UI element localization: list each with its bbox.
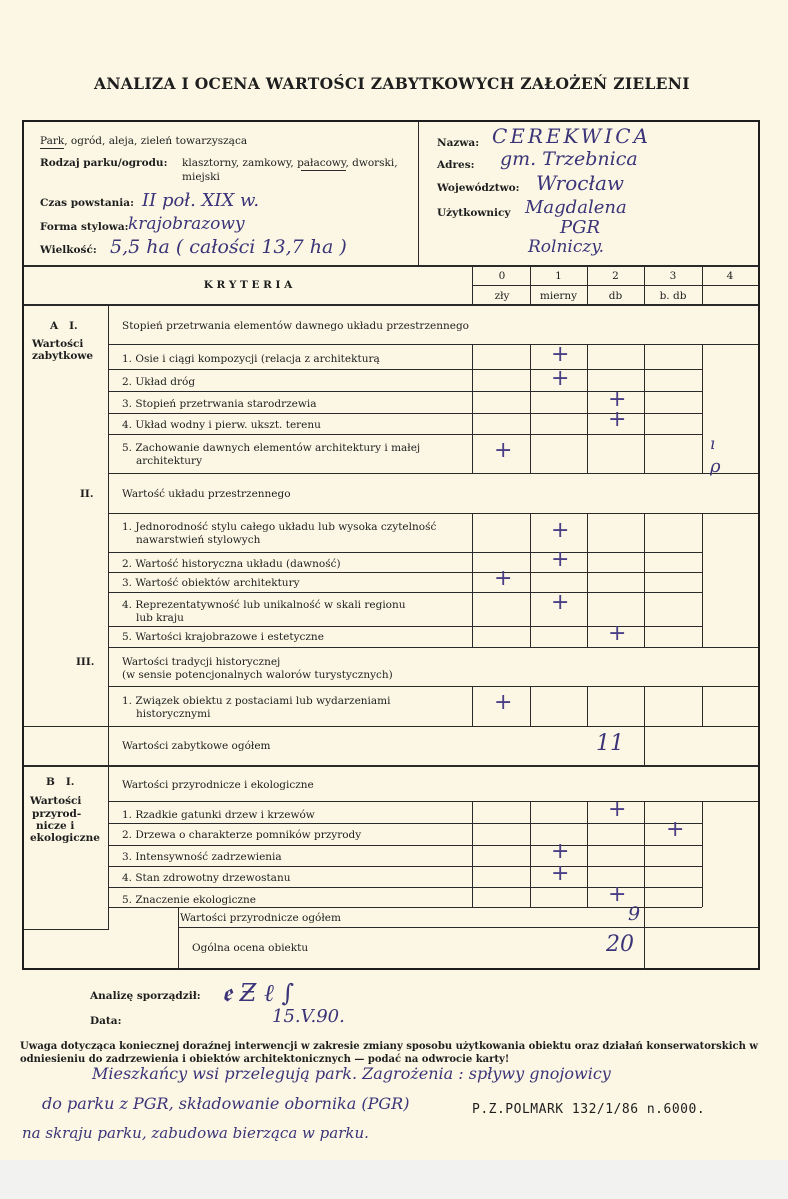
col-line-1 — [530, 266, 531, 304]
b-total-value: 9 — [628, 903, 641, 925]
b-col-2 — [587, 801, 588, 907]
a1-item-4: 4. Układ wodny i pierw. ukszt. terenu — [122, 419, 321, 431]
a-total-label: Wartości zabytkowe ogółem — [122, 740, 271, 752]
score-mark-a_group1-5: + — [494, 438, 513, 463]
score-mark-b_group-4: + — [551, 861, 570, 886]
park-kind-options: klasztorny, zamkowy, pałacowy, dworski, — [182, 157, 398, 169]
style-form-value: krajobrazowy — [128, 214, 245, 234]
score-mark-b_group-1: + — [608, 797, 627, 822]
b-line-1 — [108, 823, 702, 824]
voivodeship-value: Wrocław — [536, 171, 624, 195]
a1-col-4 — [702, 344, 703, 473]
section-a-name-1: Wartości — [32, 338, 84, 350]
overall-value: 20 — [606, 932, 634, 957]
grade-2: db — [608, 290, 623, 302]
score-mark-a_group1-1: + — [551, 342, 570, 367]
scan-margin — [0, 1160, 788, 1199]
score-mark-a_group2-4: + — [551, 590, 570, 615]
size-label: Wielkość: — [40, 244, 97, 256]
printer-stamp: P.Z.POLMARK 132/1/86 n.6000. — [472, 1102, 706, 1117]
score-mark-a_group2-1: + — [551, 518, 570, 543]
users-value-2: PGR — [560, 217, 601, 238]
a1-item-5-cont: architektury — [136, 455, 203, 467]
score-mark-b_group-2: + — [666, 817, 685, 842]
b-item-2: 2. Drzewa o charakterze pomników przyrody — [122, 829, 362, 841]
section-a-group3-code: III. — [76, 656, 95, 668]
grade-3: b. db — [659, 290, 687, 302]
score-1: 1 — [555, 270, 562, 282]
group2-title: Wartość układu przestrzennego — [122, 488, 291, 500]
author-signature: ꬲ Ƶ ℓ ∫ — [222, 979, 295, 1007]
criteria-header-bottom — [24, 304, 758, 306]
category-column-line — [108, 305, 109, 930]
section-a-name-2: zabytkowe — [32, 350, 94, 362]
a2-item-4: 4. Reprezentatywność lub unikalność w skali regionu — [122, 599, 406, 611]
a2-line-5 — [108, 647, 758, 648]
handwritten-note-2: do parku z PGR, składowanie obornika (PGR) — [42, 1094, 410, 1113]
col-line-3 — [644, 266, 645, 304]
a1-item-5: 5. Zachowanie dawnych elementów architektury i małej — [122, 442, 421, 454]
b-item-5: 5. Znaczenie ekologiczne — [122, 894, 257, 906]
score-mark-b_group-5: + — [608, 882, 627, 907]
style-form-label: Forma stylowa: — [40, 221, 129, 233]
a2-col-2 — [587, 513, 588, 647]
a1-line-4 — [108, 434, 702, 435]
a2-item-1: 1. Jednorodność stylu całego układu lub wysoka czytelność — [122, 521, 437, 533]
grade-0: zły — [494, 290, 510, 302]
b-title-line — [108, 801, 758, 802]
grade-1: mierny — [539, 290, 578, 302]
handwritten-note-1: Mieszkańcy wsi przelegują park. Zagrożenia : spływy gnojowicy — [92, 1064, 611, 1083]
criteria-label: K R Y T E R I A — [203, 279, 293, 291]
col-line-4 — [702, 266, 703, 304]
b-total-left — [178, 907, 179, 969]
criteria-score-grade-line — [472, 285, 758, 286]
handwritten-note-3: na skraju parku, zabudowa bierząca w parku. — [22, 1124, 369, 1142]
a1-line-5 — [108, 473, 758, 474]
g3-title-line — [108, 686, 758, 687]
b-total-divider — [644, 907, 645, 969]
author-label: Analizę sporządził: — [90, 990, 201, 1002]
group1-title: Stopień przetrwania elementów dawnego układu przestrzennego — [122, 320, 469, 332]
section-b-name-4: ekologiczne — [30, 832, 100, 844]
score-mark-a_group1-4: + — [608, 407, 627, 432]
park-kind-label: Rodzaj parku/ogrodu: — [40, 157, 168, 169]
name-value: CEREKWICA — [492, 124, 651, 148]
voivodeship-label: Województwo: — [437, 182, 520, 194]
section-b-name-3: nicze i — [36, 820, 75, 832]
b-group-title: Wartości przyrodnicze i ekologiczne — [122, 779, 314, 791]
date-value: 15.V.90. — [272, 1006, 345, 1027]
a3-col-3 — [644, 686, 645, 726]
b-col-0 — [472, 801, 473, 907]
score-4: 4 — [726, 270, 734, 282]
a2-line-1 — [108, 552, 702, 553]
score-mark-b_group-3: + — [551, 839, 570, 864]
a3-col-4 — [702, 686, 703, 726]
score-mark-a_group3-1: + — [494, 690, 513, 715]
g2-title-line — [108, 513, 758, 514]
b-col-4 — [702, 801, 703, 907]
a3-col-1 — [530, 686, 531, 726]
park-underline — [40, 148, 64, 149]
b-item-1: 1. Rzadkie gatunki drzew i krzewów — [122, 809, 315, 821]
a2-line-2 — [108, 572, 702, 573]
a3-col-2 — [587, 686, 588, 726]
a2-col-4 — [702, 513, 703, 647]
header-bottom-line — [24, 265, 758, 267]
b-total-label: Wartości przyrodnicze ogółem — [180, 912, 341, 924]
creation-time-value: II poł. XIX w. — [142, 190, 260, 211]
address-value: gm. Trzebnica — [500, 148, 638, 170]
header-divider — [418, 122, 419, 266]
a1-item-3: 3. Stopień przetrwania starodrzewia — [122, 398, 317, 410]
b-total-line — [178, 927, 758, 928]
b-col-3 — [644, 801, 645, 907]
group3-title-1: Wartości tradycji historycznej — [122, 656, 281, 668]
section-b-name-1: Wartości — [30, 795, 82, 807]
intervention-note: Uwaga dotycząca koniecznej doraźnej interwencji w zakresie zmiany sposobu użytkowania obiektu oraz działań konserwatorskich w odniesieniu do zadrzewienia i obiektów architektonicznych — podać na odwrocie karty! — [20, 1041, 758, 1065]
a1-col-1 — [530, 344, 531, 473]
column-4-scribble-2: ρ — [710, 456, 721, 477]
score-0: 0 — [498, 270, 506, 282]
page-title: ANALIZA I OCENA WARTOŚCI ZABYTKOWYCH ZAŁOŻEŃ ZIELENI — [94, 74, 690, 93]
score-mark-a_group2-2: + — [551, 547, 570, 572]
name-label: Nazwa: — [437, 137, 480, 149]
a2-col-0 — [472, 513, 473, 647]
a1-col-0 — [472, 344, 473, 473]
overall-label: Ogólna ocena obiektu — [192, 942, 309, 954]
section-b-name-2: przyrod- — [32, 808, 82, 820]
a1-line-1 — [108, 369, 702, 370]
a-total-divider — [644, 727, 645, 765]
users-label: Użytkownicy — [437, 207, 511, 219]
col-line-2 — [587, 266, 588, 304]
address-label: Adres: — [437, 159, 475, 171]
park-type-label: Park, ogród, aleja, zieleń towarzysząca — [40, 135, 248, 147]
a2-col-1 — [530, 513, 531, 647]
section-b-left-bottom — [24, 929, 108, 930]
col-line-0 — [472, 266, 473, 304]
park-kind-options-2: miejski — [182, 171, 220, 183]
users-value-3: Rolniczy. — [528, 237, 605, 257]
a3-item-1-cont: historycznymi — [136, 708, 211, 720]
a3-col-0 — [472, 686, 473, 726]
section-a-code: A I. — [50, 320, 78, 332]
b-item-4: 4. Stan zdrowotny drzewostanu — [122, 872, 291, 884]
palace-underline — [301, 170, 346, 171]
g1-title-line — [108, 344, 758, 345]
a1-item-1: 1. Osie i ciągi kompozycji (relacja z architekturą — [122, 353, 380, 365]
a3-item-1: 1. Związek obiektu z postaciami lub wydarzeniami — [122, 695, 391, 707]
b-line-2 — [108, 845, 702, 846]
a2-item-4-cont: lub kraju — [136, 612, 184, 624]
b-line-3 — [108, 866, 702, 867]
section-a-bottom — [24, 765, 758, 767]
section-b-code: B I. — [46, 776, 75, 788]
b-line-5 — [108, 907, 702, 908]
creation-time-label: Czas powstania: — [40, 197, 134, 209]
score-2: 2 — [612, 270, 619, 282]
a2-item-3: 3. Wartość obiektów architektury — [122, 577, 300, 589]
users-value-1: Magdalena — [525, 197, 627, 218]
a2-item-5: 5. Wartości krajobrazowe i estetyczne — [122, 631, 324, 643]
a1-col-2 — [587, 344, 588, 473]
score-mark-a_group2-5: + — [608, 621, 627, 646]
section-a-group2-code: II. — [80, 488, 94, 500]
score-mark-a_group1-2: + — [551, 366, 570, 391]
column-4-scribble: ı — [710, 434, 716, 453]
size-value: 5,5 ha ( całości 13,7 ha ) — [110, 236, 347, 258]
a3-line-1 — [108, 726, 758, 727]
score-mark-a_group1-3: + — [608, 387, 627, 412]
a-total-value: 11 — [596, 731, 624, 756]
score-3: 3 — [669, 270, 677, 282]
date-label: Data: — [90, 1015, 122, 1027]
b-item-3: 3. Intensywność zadrzewienia — [122, 851, 282, 863]
a2-col-3 — [644, 513, 645, 647]
b-col-1 — [530, 801, 531, 907]
a2-item-1-cont: nawarstwień stylowych — [136, 534, 261, 546]
score-mark-a_group2-3: + — [494, 566, 513, 591]
a2-item-2: 2. Wartość historyczna układu (dawność) — [122, 558, 341, 570]
group3-title-2: (w sensie potencjonalnych walorów turystycznych) — [122, 669, 393, 681]
a1-item-2: 2. Układ dróg — [122, 376, 196, 388]
a1-col-3 — [644, 344, 645, 473]
a2-line-3 — [108, 592, 702, 593]
section-a-inner-bottom — [24, 726, 108, 727]
